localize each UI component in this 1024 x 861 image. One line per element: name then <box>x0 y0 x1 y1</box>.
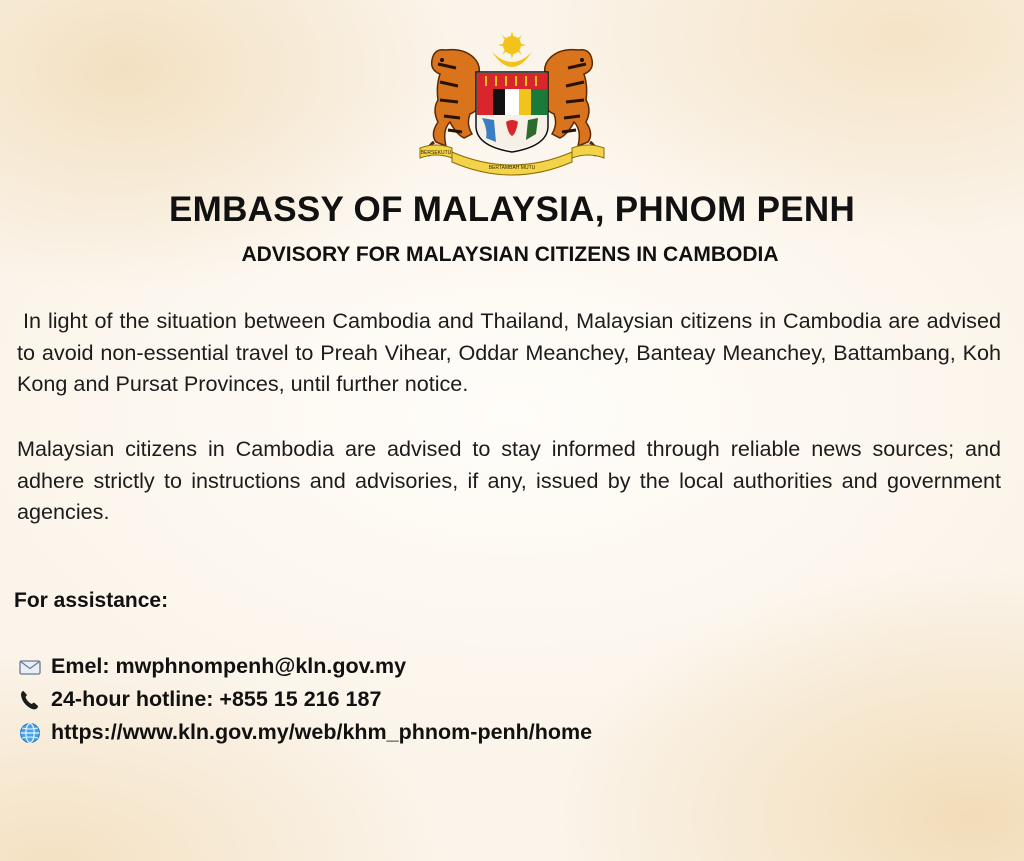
svg-text:BERTAMBAH MUTU: BERTAMBAH MUTU <box>488 165 536 171</box>
contact-email-text[interactable]: Emel: mwphnompenh@kln.gov.my <box>51 654 407 678</box>
advisory-paragraph-travel: In light of the situation between Cambodia and Thailand, Malaysian citizens in Cambodia are advised to avoid non-essential travel to Preah Vihear, Oddar Meanchey, Banteay Meanchey, Battambang, Koh Kong and Pursat Provinces, until further notice. <box>17 308 1001 396</box>
contact-hotline-text[interactable]: 24-hour hotline: +855 15 216 187 <box>51 687 382 711</box>
assistance-heading: For assistance: <box>14 589 169 612</box>
advisory-subtitle: ADVISORY FOR MALAYSIAN CITIZENS IN CAMBODIA <box>241 243 779 266</box>
globe-icon <box>18 721 44 745</box>
svg-text:BERSEKUTU: BERSEKUTU <box>420 150 452 156</box>
contact-email[interactable] <box>18 654 406 679</box>
envelope-icon <box>18 655 44 679</box>
phone-icon <box>18 688 44 712</box>
advisory-paragraph-stay-informed: Malaysian citizens in Cambodia are advised to stay informed through reliable news sources; and adhere strictly to instructions and advisories, if any, issued by the local authorities and government agencies. <box>17 436 1001 524</box>
malaysia-coat-of-arms <box>416 30 608 180</box>
contact-website[interactable] <box>18 720 592 745</box>
shield-icon <box>476 72 548 152</box>
contact-website-link[interactable]: https://www.kln.gov.my/web/khm_phnom-penh/home <box>51 720 593 744</box>
federal-star-icon <box>498 31 526 59</box>
page-title: EMBASSY OF MALAYSIA, PHNOM PENH <box>168 190 856 229</box>
contact-hotline[interactable] <box>18 687 381 712</box>
